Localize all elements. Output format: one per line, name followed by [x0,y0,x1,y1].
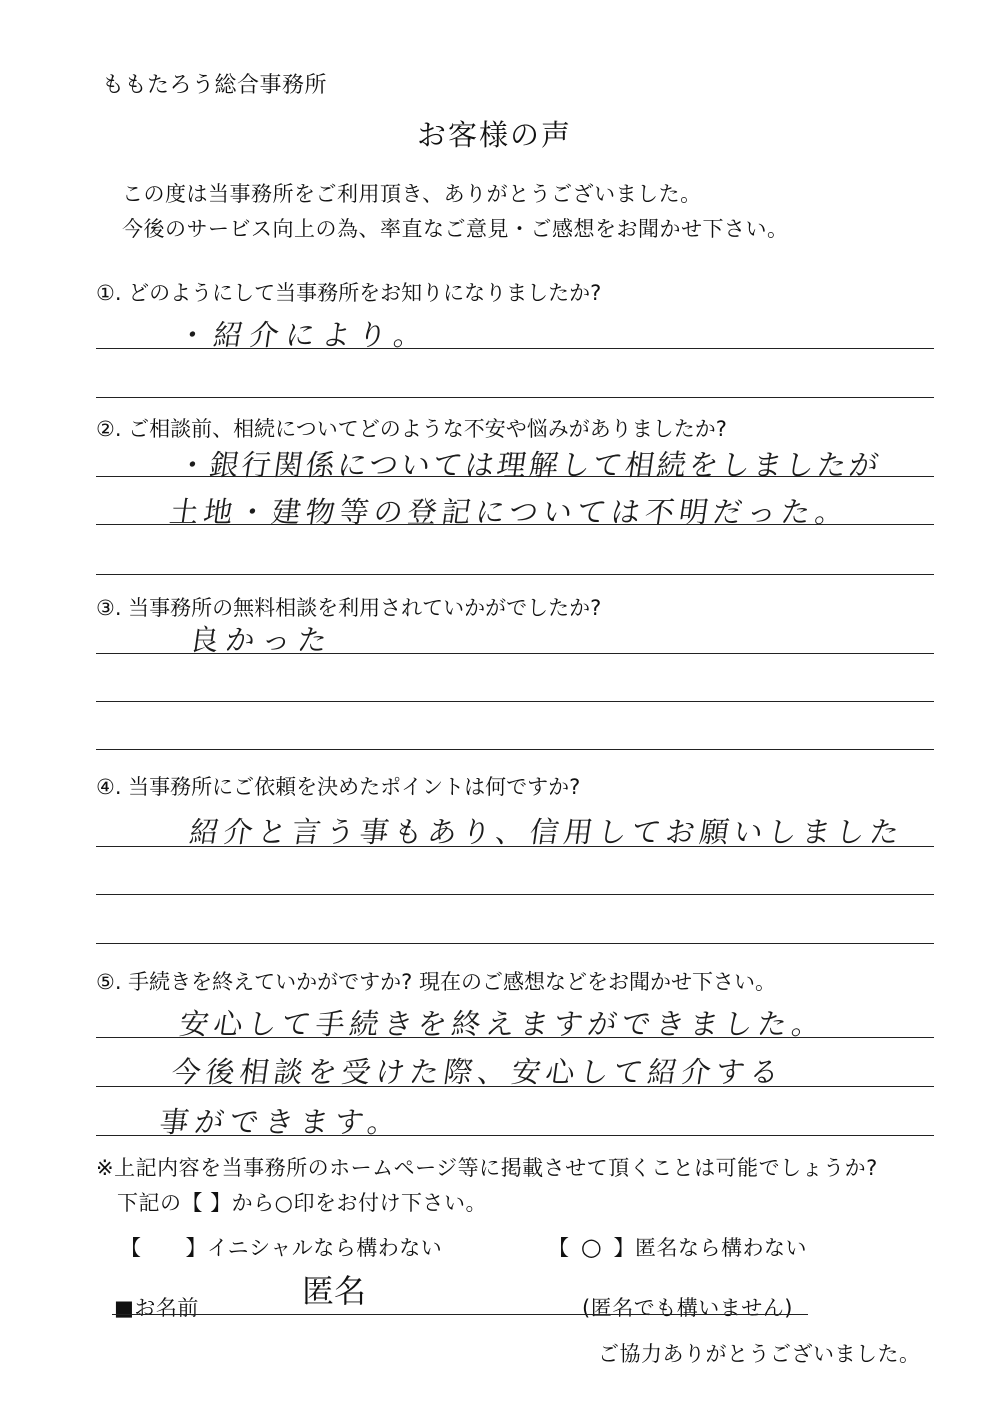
name-hint: (匿名でも構いません) [582,1296,793,1320]
answer-line [96,574,934,575]
answer-line [96,749,934,750]
answer-line [96,894,934,895]
question-5-answer-1: 安心して手続きを終えますができました。 [177,1007,829,1041]
answer-line [96,397,934,398]
bracket-open: 【 [548,1236,570,1260]
answer-line [96,846,934,847]
answer-line [96,701,934,702]
answer-line [96,653,934,654]
question-5-answer-3: 事ができます。 [157,1105,405,1139]
question-4-label: ④. 当事務所にご依頼を決めたポイントは何ですか? [96,775,581,799]
question-1-answer-1: ・紹介により。 [175,318,433,352]
consent-note-line-1: ※上記内容を当事務所のホームページ等に掲載させて頂くことは可能でしょうか? [96,1156,878,1180]
answer-line [96,524,934,525]
bracket-close: 】 [613,1236,635,1260]
question-5-label: ⑤. 手続きを終えていかがですか? 現在のご感想などをお聞かせ下さい。 [96,970,776,994]
consent-option-anonymous[interactable] [548,1232,807,1262]
question-3-label: ③. 当事務所の無料相談を利用されていかがでしたか? [96,596,602,620]
answer-line [96,476,934,477]
answer-line [96,1037,934,1038]
intro-line-2: 今後のサービス向上の為、率直なご意見・ご感想をお聞かせ下さい。 [122,217,789,241]
consent-option-initials[interactable] [120,1232,442,1262]
question-4-answer-1: 紹介と言う事もあり、信用してお願いしました [187,815,907,849]
page-title: お客様の声 [417,118,573,152]
answer-line [96,943,934,944]
consent-note-line-2: 下記の【 】から○印をお付け下さい。 [117,1191,487,1215]
intro-line-1: この度は当事務所をご利用頂き、ありがとうございました。 [122,182,702,206]
bracket-close: 】 [185,1236,207,1260]
question-2-answer-1: ・銀行関係については理解して相続をしましたが [175,448,884,482]
bracket-open: 【 [120,1236,142,1260]
initials-option-label: イニシャルなら構わない [207,1236,443,1260]
question-2-label: ②. ご相談前、相続についてどのような不安や悩みがありましたか? [96,417,727,441]
question-2-answer-2: 土地・建物等の登記については不明だった。 [167,495,852,529]
name-value[interactable]: 匿名 [302,1272,367,1310]
thanks-message: ご協力ありがとうございました。 [598,1342,921,1366]
question-1-label: ①. どのようにして当事務所をお知りになりましたか? [96,281,602,305]
anonymous-option-label: 匿名なら構わない [635,1236,807,1260]
question-5-answer-2: 今後相談を受けた際、安心して紹介する [169,1055,787,1089]
answer-line [96,1135,934,1136]
answer-line [96,348,934,349]
name-label: ■お名前 [114,1296,199,1320]
answer-line [96,1086,934,1087]
office-name: ももたろう総合事務所 [102,73,328,98]
name-underline [112,1314,808,1315]
anonymous-mark: ○ [580,1233,603,1261]
question-3-answer-1: 良かった [187,623,337,657]
